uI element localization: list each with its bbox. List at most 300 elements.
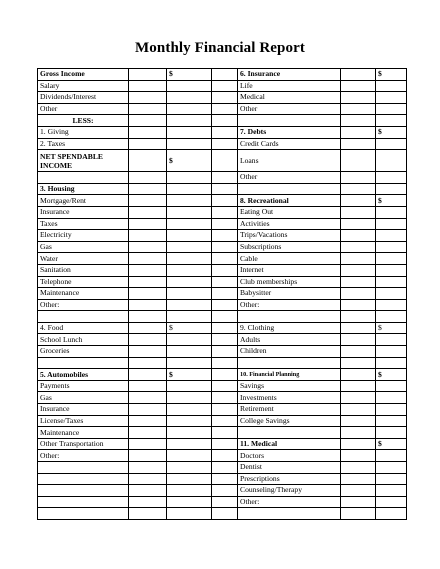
spacer-cell — [212, 264, 238, 276]
right-amount-cell[interactable] — [341, 138, 376, 150]
left-item-label: Dividends/Interest — [38, 92, 129, 104]
left-item-label: Gross Income — [38, 69, 129, 81]
left-dollar-cell — [167, 138, 212, 150]
left-dollar-cell — [167, 206, 212, 218]
right-item-label — [238, 183, 341, 195]
left-dollar-cell — [167, 241, 212, 253]
right-amount-cell[interactable] — [341, 80, 376, 92]
left-item-label: Electricity — [38, 230, 129, 242]
right-dollar-cell — [376, 496, 407, 508]
left-dollar-cell — [167, 276, 212, 288]
right-amount-cell[interactable] — [341, 206, 376, 218]
right-amount-cell[interactable] — [341, 438, 376, 450]
right-item-label: Trips/Vacations — [238, 230, 341, 242]
left-amount-cell[interactable] — [129, 369, 167, 381]
left-item-label: Water — [38, 253, 129, 265]
table-row — [38, 299, 407, 311]
spacer-cell — [212, 438, 238, 450]
left-dollar-cell — [167, 264, 212, 276]
left-item-label: Gas — [38, 392, 129, 404]
table-row — [38, 241, 407, 253]
left-item-label — [38, 172, 129, 184]
right-item-label: Life — [238, 80, 341, 92]
right-item-label: Credit Cards — [238, 138, 341, 150]
left-amount-cell[interactable] — [129, 334, 167, 346]
right-amount-cell[interactable] — [341, 311, 376, 323]
left-dollar-cell — [167, 462, 212, 474]
spacer-cell — [212, 241, 238, 253]
left-item-label: Taxes — [38, 218, 129, 230]
left-amount-cell[interactable] — [129, 450, 167, 462]
left-amount-cell[interactable] — [129, 115, 167, 127]
table-row — [38, 438, 407, 450]
right-dollar-cell — [376, 115, 407, 127]
right-amount-cell[interactable] — [341, 346, 376, 358]
table-row — [38, 450, 407, 462]
table-row — [38, 496, 407, 508]
right-item-label: Other: — [238, 299, 341, 311]
right-dollar-cell: $ — [376, 195, 407, 207]
right-item-label: 11. Medical — [238, 438, 341, 450]
left-dollar-cell — [167, 288, 212, 300]
right-amount-cell[interactable] — [341, 241, 376, 253]
left-item-label: Other: — [38, 450, 129, 462]
right-item-label: 7. Debts — [238, 126, 341, 138]
left-item-label: License/Taxes — [38, 415, 129, 427]
right-amount-cell[interactable] — [341, 357, 376, 369]
right-amount-cell[interactable] — [341, 103, 376, 115]
table-row — [38, 230, 407, 242]
left-dollar-cell — [167, 230, 212, 242]
spacer-cell — [212, 380, 238, 392]
right-dollar-cell — [376, 485, 407, 497]
table-row — [38, 427, 407, 439]
spacer-cell — [212, 115, 238, 127]
left-dollar-cell — [167, 195, 212, 207]
table-row — [38, 288, 407, 300]
right-item-label: Children — [238, 346, 341, 358]
table-row — [38, 195, 407, 207]
left-amount-cell[interactable] — [129, 218, 167, 230]
right-item-label — [238, 311, 341, 323]
right-dollar-cell — [376, 311, 407, 323]
right-amount-cell[interactable] — [341, 392, 376, 404]
left-amount-cell[interactable] — [129, 508, 167, 520]
spacer-cell — [212, 508, 238, 520]
left-item-label — [38, 485, 129, 497]
right-amount-cell[interactable] — [341, 264, 376, 276]
right-amount-cell[interactable] — [341, 276, 376, 288]
right-dollar-cell — [376, 276, 407, 288]
right-amount-cell[interactable] — [341, 195, 376, 207]
spacer-cell — [212, 404, 238, 416]
right-item-label: Dentist — [238, 462, 341, 474]
left-item-label: 1. Giving — [38, 126, 129, 138]
spacer-cell — [212, 276, 238, 288]
table-row — [38, 69, 407, 81]
right-item-label — [238, 508, 341, 520]
left-dollar-cell — [167, 299, 212, 311]
right-dollar-cell — [376, 138, 407, 150]
spacer-cell — [212, 485, 238, 497]
right-dollar-cell — [376, 427, 407, 439]
right-amount-cell[interactable] — [341, 485, 376, 497]
right-dollar-cell — [376, 404, 407, 416]
right-dollar-cell — [376, 380, 407, 392]
right-item-label: Cable — [238, 253, 341, 265]
left-item-label — [38, 462, 129, 474]
right-amount-cell[interactable] — [341, 380, 376, 392]
table-row — [38, 126, 407, 138]
left-item-label: Maintenance — [38, 288, 129, 300]
right-amount-cell[interactable] — [341, 288, 376, 300]
right-dollar-cell — [376, 253, 407, 265]
table-row — [38, 264, 407, 276]
right-dollar-cell — [376, 450, 407, 462]
spacer-cell — [212, 415, 238, 427]
left-dollar-cell: $ — [167, 322, 212, 334]
left-amount-cell[interactable] — [129, 206, 167, 218]
left-amount-cell[interactable] — [129, 80, 167, 92]
spacer-cell — [212, 334, 238, 346]
table-row — [38, 276, 407, 288]
left-item-label: Other: — [38, 299, 129, 311]
left-amount-cell[interactable] — [129, 357, 167, 369]
table-row — [38, 508, 407, 520]
left-amount-cell[interactable] — [129, 126, 167, 138]
left-dollar-cell — [167, 415, 212, 427]
left-amount-cell[interactable] — [129, 311, 167, 323]
spacer-cell — [212, 392, 238, 404]
left-amount-cell[interactable] — [129, 92, 167, 104]
spacer-cell — [212, 138, 238, 150]
right-item-label: Other: — [238, 496, 341, 508]
spacer-cell — [212, 126, 238, 138]
right-dollar-cell — [376, 299, 407, 311]
spacer-cell — [212, 69, 238, 81]
spacer-cell — [212, 103, 238, 115]
right-item-label: 10. Financial Planning — [238, 369, 341, 381]
left-dollar-cell — [167, 508, 212, 520]
spacer-cell — [212, 80, 238, 92]
right-dollar-cell — [376, 508, 407, 520]
right-item-label: Adults — [238, 334, 341, 346]
left-amount-cell[interactable] — [129, 138, 167, 150]
left-dollar-cell — [167, 346, 212, 358]
right-amount-cell[interactable] — [341, 369, 376, 381]
left-dollar-cell — [167, 126, 212, 138]
right-item-label: Savings — [238, 380, 341, 392]
left-amount-cell[interactable] — [129, 346, 167, 358]
right-dollar-cell — [376, 415, 407, 427]
left-amount-cell[interactable] — [129, 438, 167, 450]
left-dollar-cell: $ — [167, 369, 212, 381]
spacer-cell — [212, 427, 238, 439]
spacer-cell — [212, 369, 238, 381]
right-amount-cell[interactable] — [341, 299, 376, 311]
left-amount-cell[interactable] — [129, 485, 167, 497]
right-amount-cell[interactable] — [341, 508, 376, 520]
right-amount-cell[interactable] — [341, 253, 376, 265]
right-dollar-cell — [376, 80, 407, 92]
right-dollar-cell — [376, 264, 407, 276]
left-amount-cell[interactable] — [129, 415, 167, 427]
left-item-label: 3. Housing — [38, 183, 129, 195]
left-amount-cell[interactable] — [129, 473, 167, 485]
right-item-label: College Savings — [238, 415, 341, 427]
left-item-label: 5. Automobiles — [38, 369, 129, 381]
table-row — [38, 415, 407, 427]
right-dollar-cell — [376, 357, 407, 369]
left-dollar-cell — [167, 485, 212, 497]
left-item-label: Groceries — [38, 346, 129, 358]
spacer-cell — [212, 357, 238, 369]
right-item-label: 6. Insurance — [238, 69, 341, 81]
page-title: Monthly Financial Report — [135, 40, 305, 56]
left-item-label — [38, 496, 129, 508]
left-amount-cell[interactable] — [129, 288, 167, 300]
right-item-label: Activities — [238, 218, 341, 230]
spacer-cell — [212, 450, 238, 462]
spacer-cell — [212, 346, 238, 358]
right-dollar-cell — [376, 392, 407, 404]
left-dollar-cell — [167, 473, 212, 485]
left-amount-cell[interactable] — [129, 496, 167, 508]
right-item-label: Internet — [238, 264, 341, 276]
left-dollar-cell — [167, 334, 212, 346]
right-item-label: Doctors — [238, 450, 341, 462]
table-row — [38, 218, 407, 230]
left-dollar-cell — [167, 172, 212, 184]
spacer-cell — [212, 288, 238, 300]
left-item-label: Salary — [38, 80, 129, 92]
table-row — [38, 172, 407, 184]
spacer-cell — [212, 230, 238, 242]
right-amount-cell[interactable] — [341, 322, 376, 334]
left-amount-cell[interactable] — [129, 322, 167, 334]
left-dollar-cell — [167, 218, 212, 230]
spacer-cell — [212, 172, 238, 184]
right-item-label: Retirement — [238, 404, 341, 416]
left-item-label: 4. Food — [38, 322, 129, 334]
left-dollar-cell — [167, 438, 212, 450]
table-row — [38, 346, 407, 358]
left-amount-cell[interactable] — [129, 230, 167, 242]
right-item-label: Eating Out — [238, 206, 341, 218]
right-amount-cell[interactable] — [341, 230, 376, 242]
right-dollar-cell — [376, 230, 407, 242]
left-item-label: Other — [38, 103, 129, 115]
left-dollar-cell — [167, 115, 212, 127]
right-dollar-cell — [376, 172, 407, 184]
spacer-cell — [212, 462, 238, 474]
right-amount-cell[interactable] — [341, 183, 376, 195]
right-amount-cell[interactable] — [341, 473, 376, 485]
table-row — [38, 369, 407, 381]
table-row — [38, 357, 407, 369]
left-dollar-cell — [167, 404, 212, 416]
left-dollar-cell — [167, 496, 212, 508]
left-dollar-cell — [167, 450, 212, 462]
left-amount-cell[interactable] — [129, 241, 167, 253]
left-dollar-cell — [167, 392, 212, 404]
spacer-cell — [212, 253, 238, 265]
spacer-cell — [212, 299, 238, 311]
table-row — [38, 92, 407, 104]
left-amount-cell[interactable] — [129, 276, 167, 288]
right-item-label: Prescriptions — [238, 473, 341, 485]
right-item-label: Counseling/Therapy — [238, 485, 341, 497]
table-row — [38, 183, 407, 195]
left-dollar-cell — [167, 427, 212, 439]
left-dollar-cell — [167, 311, 212, 323]
table-row — [38, 322, 407, 334]
spacer-cell — [212, 322, 238, 334]
left-amount-cell[interactable] — [129, 150, 167, 172]
right-amount-cell[interactable] — [341, 92, 376, 104]
table-row — [38, 404, 407, 416]
left-amount-cell[interactable] — [129, 183, 167, 195]
table-row — [38, 311, 407, 323]
right-dollar-cell: $ — [376, 126, 407, 138]
right-item-label — [238, 115, 341, 127]
right-dollar-cell — [376, 92, 407, 104]
left-dollar-cell — [167, 92, 212, 104]
right-item-label: Investments — [238, 392, 341, 404]
right-amount-cell[interactable] — [341, 462, 376, 474]
left-amount-cell[interactable] — [129, 103, 167, 115]
right-dollar-cell — [376, 288, 407, 300]
right-amount-cell[interactable] — [341, 450, 376, 462]
spacer-cell — [212, 311, 238, 323]
spacer-cell — [212, 195, 238, 207]
left-item-label — [38, 311, 129, 323]
right-amount-cell[interactable] — [341, 218, 376, 230]
right-dollar-cell — [376, 183, 407, 195]
spacer-cell — [212, 206, 238, 218]
left-dollar-cell: $ — [167, 150, 212, 172]
table-row — [38, 150, 407, 172]
right-amount-cell[interactable] — [341, 427, 376, 439]
table-row — [38, 380, 407, 392]
left-item-label — [38, 357, 129, 369]
spacer-cell — [212, 473, 238, 485]
spacer-cell — [212, 92, 238, 104]
right-dollar-cell — [376, 150, 407, 172]
table-row — [38, 80, 407, 92]
right-amount-cell[interactable] — [341, 126, 376, 138]
left-amount-cell[interactable] — [129, 69, 167, 81]
table-row — [38, 392, 407, 404]
right-amount-cell[interactable] — [341, 496, 376, 508]
right-dollar-cell: $ — [376, 69, 407, 81]
left-dollar-cell — [167, 380, 212, 392]
right-dollar-cell — [376, 241, 407, 253]
right-item-label — [238, 357, 341, 369]
left-item-label — [38, 473, 129, 485]
right-item-label: Babysitter — [238, 288, 341, 300]
right-amount-cell[interactable] — [341, 172, 376, 184]
left-item-label: Payments — [38, 380, 129, 392]
right-item-label: Medical — [238, 92, 341, 104]
left-amount-cell[interactable] — [129, 299, 167, 311]
right-item-label: Other — [238, 103, 341, 115]
financial-report-table — [37, 68, 407, 520]
table-row — [38, 253, 407, 265]
right-item-label: Club memberships — [238, 276, 341, 288]
left-dollar-cell — [167, 357, 212, 369]
left-amount-cell[interactable] — [129, 253, 167, 265]
left-item-label: Gas — [38, 241, 129, 253]
left-dollar-cell — [167, 253, 212, 265]
left-item-label: NET SPENDABLE INCOME — [38, 150, 129, 172]
left-item-label: Sanitation — [38, 264, 129, 276]
left-amount-cell[interactable] — [129, 172, 167, 184]
right-dollar-cell: $ — [376, 438, 407, 450]
right-amount-cell[interactable] — [341, 404, 376, 416]
spacer-cell — [212, 218, 238, 230]
spacer-cell — [212, 496, 238, 508]
report-body — [38, 69, 407, 520]
right-dollar-cell — [376, 346, 407, 358]
left-dollar-cell — [167, 183, 212, 195]
left-amount-cell[interactable] — [129, 427, 167, 439]
left-item-label: Mortgage/Rent — [38, 195, 129, 207]
right-dollar-cell: $ — [376, 322, 407, 334]
left-amount-cell[interactable] — [129, 380, 167, 392]
table-row — [38, 473, 407, 485]
table-row — [38, 103, 407, 115]
right-item-label — [238, 427, 341, 439]
right-dollar-cell — [376, 473, 407, 485]
right-dollar-cell — [376, 206, 407, 218]
right-amount-cell[interactable] — [341, 415, 376, 427]
left-item-label — [38, 508, 129, 520]
right-amount-cell[interactable] — [341, 334, 376, 346]
left-amount-cell[interactable] — [129, 404, 167, 416]
table-row — [38, 115, 407, 127]
left-item-label: 2. Taxes — [38, 138, 129, 150]
left-amount-cell[interactable] — [129, 462, 167, 474]
table-row — [38, 462, 407, 474]
left-item-label: Insurance — [38, 404, 129, 416]
left-item-label: Insurance — [38, 206, 129, 218]
spacer-cell — [212, 150, 238, 172]
left-item-label: LESS: — [38, 115, 129, 127]
left-item-label: Telephone — [38, 276, 129, 288]
spacer-cell — [212, 183, 238, 195]
left-amount-cell[interactable] — [129, 264, 167, 276]
right-amount-cell[interactable] — [341, 69, 376, 81]
table-row — [38, 485, 407, 497]
left-item-label: School Lunch — [38, 334, 129, 346]
right-item-label: 9. Clothing — [238, 322, 341, 334]
right-item-label: Subscriptions — [238, 241, 341, 253]
left-amount-cell[interactable] — [129, 392, 167, 404]
left-item-label: Other Transportation — [38, 438, 129, 450]
right-dollar-cell — [376, 103, 407, 115]
right-dollar-cell — [376, 462, 407, 474]
right-item-label: Other — [238, 172, 341, 184]
right-item-label: Loans — [238, 150, 341, 172]
left-amount-cell[interactable] — [129, 195, 167, 207]
left-dollar-cell — [167, 103, 212, 115]
right-dollar-cell — [376, 218, 407, 230]
right-item-label: 8. Recreational — [238, 195, 341, 207]
right-amount-cell[interactable] — [341, 150, 376, 172]
right-amount-cell[interactable] — [341, 115, 376, 127]
table-row — [38, 138, 407, 150]
